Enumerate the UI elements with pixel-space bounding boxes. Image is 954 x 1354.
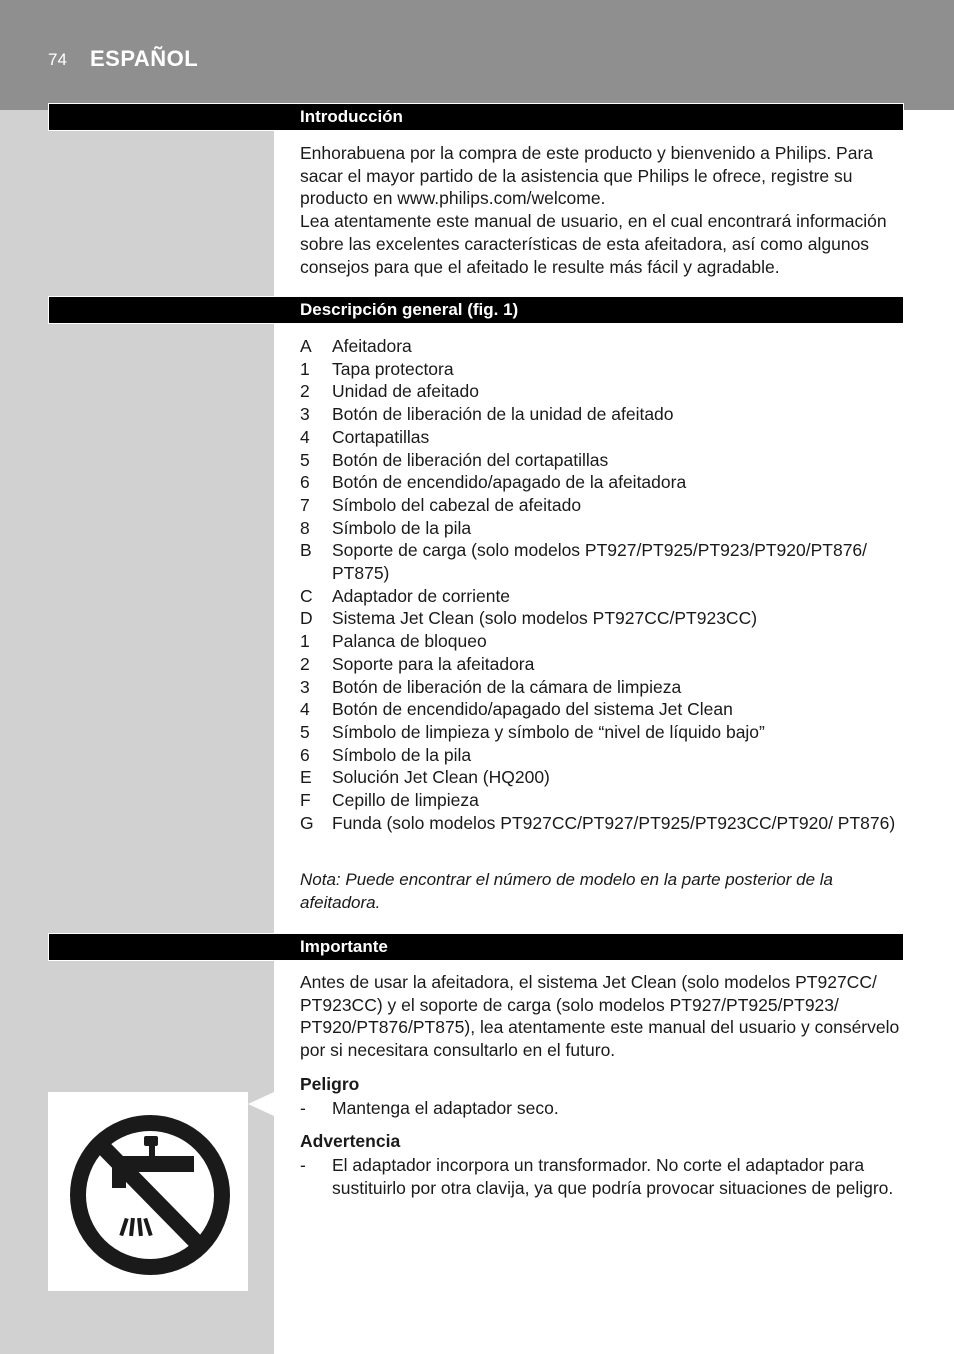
list-item: 1 Palanca de bloqueo bbox=[300, 631, 487, 652]
list-item: G Funda (solo modelos PT927CC/PT927/PT925/PT923CC/PT920/ PT876) bbox=[300, 812, 896, 833]
list-item: 7 Símbolo del cabezal de afeitado bbox=[300, 494, 582, 515]
warning-heading: Advertencia bbox=[300, 1131, 401, 1151]
section-title-important: Importante bbox=[300, 937, 388, 956]
language-heading: ESPAÑOL bbox=[90, 46, 199, 71]
list-item: - El adaptador incorpora un transformador. No corte el adaptador para sustituirlo por otra clavija, ya que podría provocar situaciones de peligro. bbox=[300, 1155, 894, 1198]
no-water-tap-icon bbox=[48, 1092, 248, 1291]
list-item: 3 Botón de liberación de la cámara de limpieza bbox=[300, 676, 682, 697]
list-item: 3 Botón de liberación de la unidad de afeitado bbox=[300, 404, 674, 425]
important-intro: Antes de usar la afeitadora, el sistema Jet Clean (solo modelos PT927CC/ PT923CC) y el soporte de carga (solo modelos PT927/PT925/PT923/ PT920/PT876/PT875), lea atentamente este manual del usuario y consérvelo por si necesitara consultarlo en el futuro. bbox=[300, 972, 900, 1061]
list-item: 8 Símbolo de la pila bbox=[300, 517, 472, 538]
section-bar-important bbox=[48, 933, 904, 961]
list-item: 6 Botón de encendido/apagado de la afeitadora bbox=[300, 472, 687, 493]
pictogram-frame bbox=[48, 1092, 248, 1291]
danger-heading: Peligro bbox=[300, 1074, 360, 1094]
list-item: 4 Botón de encendido/apagado del sistema Jet Clean bbox=[300, 699, 733, 720]
intro-paragraph: Enhorabuena por la compra de este producto y bienvenido a Philips. Para sacar el mayor partido de la asistencia que Philips le ofrece, registre su producto en www.philips.com/welcome. bbox=[300, 143, 874, 209]
list-item: 5 Símbolo de limpieza y símbolo de “nivel de líquido bajo” bbox=[300, 721, 765, 742]
section-title-intro: Introducción bbox=[300, 107, 403, 126]
page-number: 74 bbox=[48, 50, 67, 69]
section-bar-intro bbox=[48, 103, 904, 131]
list-item: F Cepillo de limpieza bbox=[300, 790, 479, 811]
list-item: 1 Tapa protectora bbox=[300, 358, 454, 379]
overview-list bbox=[300, 335, 906, 834]
list-item: 2 Soporte para la afeitadora bbox=[300, 653, 535, 674]
intro-paragraph: Lea atentamente este manual de usuario, en el cual encontrará información sobre las excelentes características de esta afeitadora, así como algunos consejos para que el afeitado le resulte más fácil y agradable. bbox=[300, 211, 887, 277]
list-item: B Soporte de carga (solo modelos PT927/PT925/PT923/PT920/PT876/ PT875) bbox=[300, 540, 868, 584]
list-item: A Afeitadora bbox=[300, 336, 412, 356]
list-item: - Mantenga el adaptador seco. bbox=[300, 1098, 559, 1118]
list-item: 2 Unidad de afeitado bbox=[300, 381, 479, 402]
callout-pointer bbox=[248, 1092, 274, 1116]
list-item: 5 Botón de liberación del cortapatillas bbox=[300, 449, 609, 470]
warning-list bbox=[300, 1154, 906, 1199]
danger-list bbox=[300, 1097, 906, 1120]
list-item: 6 Símbolo de la pila bbox=[300, 744, 472, 765]
list-item: C Adaptador de corriente bbox=[300, 585, 511, 606]
section-bar-overview bbox=[48, 296, 904, 324]
list-item: D Sistema Jet Clean (solo modelos PT927CC/PT923CC) bbox=[300, 608, 758, 629]
section-title-overview: Descripción general (fig. 1) bbox=[300, 300, 519, 319]
list-item: E Solución Jet Clean (HQ200) bbox=[300, 767, 550, 788]
list-item: 4 Cortapatillas bbox=[300, 426, 430, 447]
model-note: Nota: Puede encontrar el número de modelo en la parte posterior de la afeitadora. bbox=[300, 870, 833, 912]
intro-text bbox=[300, 142, 906, 278]
